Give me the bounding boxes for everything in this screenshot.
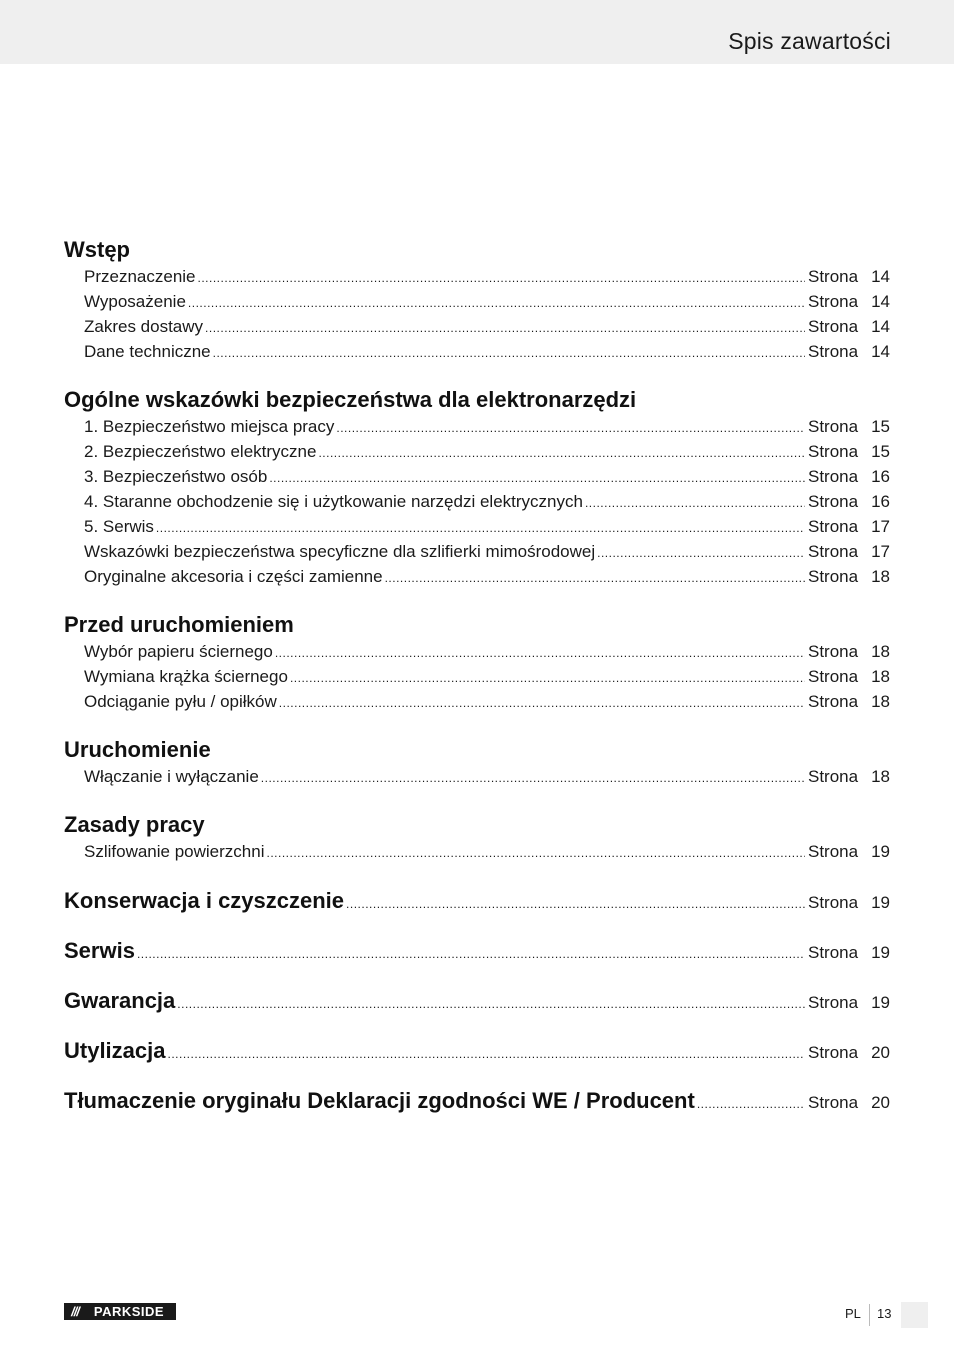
toc-entry-label: 2. Bezpieczeństwo elektryczne xyxy=(84,442,317,461)
toc-top-entry[interactable] xyxy=(64,888,890,913)
toc-entry[interactable] xyxy=(84,642,890,667)
toc-entry[interactable] xyxy=(84,667,890,692)
toc-entry[interactable] xyxy=(84,417,890,442)
toc-top-entry[interactable] xyxy=(64,988,890,1013)
leader-dots xyxy=(156,521,805,535)
leader-dots xyxy=(346,897,805,911)
toc-section-title: Ogólne wskazówki bezpieczeństwa dla elektronarzędzi xyxy=(64,387,637,412)
page-title: Spis zawartości xyxy=(728,28,891,54)
toc-entry-page-number: 18 xyxy=(871,667,890,686)
toc-entry-page-word: Strona xyxy=(808,292,859,311)
toc-entry-page-number: 19 xyxy=(871,842,890,861)
toc-entry-label: 5. Serwis xyxy=(84,517,154,536)
logo-text: PARKSIDE xyxy=(93,1304,165,1319)
toc-entry-page-number: 18 xyxy=(871,767,890,786)
leader-dots xyxy=(205,321,805,335)
leader-dots xyxy=(168,1047,806,1061)
leader-dots xyxy=(137,947,805,961)
toc-entry-page-number: 16 xyxy=(871,492,890,511)
toc-entry-page-number: 14 xyxy=(871,267,890,286)
toc-entry-page-number: 14 xyxy=(871,317,890,336)
leader-dots xyxy=(261,771,805,785)
toc-entry[interactable] xyxy=(84,692,890,717)
leader-dots xyxy=(177,997,805,1011)
toc-entry-page-number: 19 xyxy=(871,943,890,962)
toc-entry[interactable] xyxy=(84,492,890,517)
leader-dots xyxy=(279,696,805,710)
toc-entry-page-number: 18 xyxy=(871,567,890,586)
toc-section-title: Przed uruchomieniem xyxy=(64,612,294,637)
toc-entry[interactable] xyxy=(84,542,890,567)
leader-dots xyxy=(198,271,805,285)
toc-entry-page-word: Strona xyxy=(808,267,859,286)
toc-entry-label: Przeznaczenie xyxy=(84,267,196,286)
leader-dots xyxy=(697,1097,805,1111)
toc-entry-page-word: Strona xyxy=(808,467,859,486)
toc-entry[interactable] xyxy=(84,842,890,867)
toc-entry-page-word: Strona xyxy=(808,767,859,786)
toc-entry-page-number: 17 xyxy=(871,517,890,536)
leader-dots xyxy=(188,296,805,310)
toc-entry-page-number: 14 xyxy=(871,292,890,311)
toc-entry[interactable] xyxy=(84,292,890,317)
toc-entry[interactable] xyxy=(84,567,890,592)
page-number: 13 xyxy=(877,1306,892,1321)
toc-entry-label: Wymiana krążka ściernego xyxy=(84,667,288,686)
toc-entry-label: Odciąganie pyłu / opiłków xyxy=(84,692,277,711)
leader-dots xyxy=(336,421,805,435)
toc-entry-page-word: Strona xyxy=(808,542,859,561)
toc-entry-page-word: Strona xyxy=(808,667,859,686)
toc-section-title: Wstęp xyxy=(64,237,130,262)
toc-entry-page-word: Strona xyxy=(808,943,859,962)
toc-entry-page-word: Strona xyxy=(808,342,859,361)
leader-dots xyxy=(585,496,805,510)
toc-top-entry[interactable] xyxy=(64,1038,890,1063)
toc-section-title: Zasady pracy xyxy=(64,812,205,837)
toc-entry-page-number: 15 xyxy=(871,417,890,436)
toc-entry[interactable] xyxy=(84,442,890,467)
logo-slashes: /// xyxy=(71,1304,79,1319)
toc-entry-page-number: 19 xyxy=(871,893,890,912)
leader-dots xyxy=(597,546,805,560)
toc-entry-page-word: Strona xyxy=(808,993,859,1012)
toc-entry[interactable] xyxy=(84,342,890,367)
toc-entry-page-number: 18 xyxy=(871,692,890,711)
leader-dots xyxy=(385,571,805,585)
toc-top-entry[interactable] xyxy=(64,938,890,963)
toc-entry-label: Szlifowanie powierzchni xyxy=(84,842,265,861)
toc-entry-page-word: Strona xyxy=(808,642,859,661)
toc-top-entry-label: Konserwacja i czyszczenie xyxy=(64,888,345,913)
toc-entry-label: 4. Staranne obchodzenie się i użytkowanie narzędzi elektrycznych xyxy=(84,492,583,511)
toc-entry-label: Wskazówki bezpieczeństwa specyficzne dla szlifierki mimośrodowej xyxy=(84,542,596,561)
toc-entry-label: Zakres dostawy xyxy=(84,317,204,336)
toc-entry-label: Wybór papieru ściernego xyxy=(84,642,273,661)
toc-entry-page-number: 18 xyxy=(871,642,890,661)
toc-entry-label: Wyposażenie xyxy=(84,292,186,311)
toc-entry-page-word: Strona xyxy=(808,692,859,711)
toc-entry-page-number: 20 xyxy=(871,1043,890,1062)
toc-top-entry-label: Tłumaczenie oryginału Deklaracji zgodności WE / Producent xyxy=(64,1088,695,1113)
toc-entry[interactable] xyxy=(84,267,890,292)
toc-top-entry-label: Serwis xyxy=(64,938,135,963)
footer-box xyxy=(901,1302,928,1328)
leader-dots xyxy=(266,846,805,860)
toc-entry-page-number: 16 xyxy=(871,467,890,486)
toc-entry[interactable] xyxy=(84,517,890,542)
toc-entry-label: 1. Bezpieczeństwo miejsca pracy xyxy=(84,417,335,436)
toc-entry-page-number: 15 xyxy=(871,442,890,461)
toc-entry-page-number: 19 xyxy=(871,993,890,1012)
toc-entry[interactable] xyxy=(84,467,890,492)
toc-entry-page-word: Strona xyxy=(808,492,859,511)
toc-entry-page-word: Strona xyxy=(808,1043,859,1062)
toc-entry[interactable] xyxy=(84,767,890,792)
toc-section-title: Uruchomienie xyxy=(64,737,211,762)
toc-entry-page-number: 17 xyxy=(871,542,890,561)
toc-entry[interactable] xyxy=(84,317,890,342)
toc-top-entry-label: Gwarancja xyxy=(64,988,176,1013)
toc-entry-page-word: Strona xyxy=(808,567,859,586)
toc-entry-page-word: Strona xyxy=(808,317,859,336)
toc-entry-label: Oryginalne akcesoria i części zamienne xyxy=(84,567,383,586)
language-code: PL xyxy=(845,1306,861,1321)
leader-dots xyxy=(269,471,805,485)
toc-top-entry-label: Utylizacja xyxy=(64,1038,166,1063)
toc-top-entry[interactable] xyxy=(64,1088,890,1113)
leader-dots xyxy=(318,446,805,460)
leader-dots xyxy=(213,346,805,360)
footer-divider xyxy=(869,1304,870,1326)
leader-dots xyxy=(275,646,805,660)
toc-entry-page-word: Strona xyxy=(808,517,859,536)
toc-entry-page-word: Strona xyxy=(808,417,859,436)
toc-entry-page-word: Strona xyxy=(808,842,859,861)
toc-entry-label: Włączanie i wyłączanie xyxy=(84,767,259,786)
toc-entry-page-word: Strona xyxy=(808,442,859,461)
toc-entry-page-number: 14 xyxy=(871,342,890,361)
parkside-logo xyxy=(64,1303,176,1320)
toc-entry-page-word: Strona xyxy=(808,893,859,912)
leader-dots xyxy=(290,671,805,685)
toc-entry-label: 3. Bezpieczeństwo osób xyxy=(84,467,268,486)
toc-entry-page-word: Strona xyxy=(808,1093,859,1112)
toc-entry-label: Dane techniczne xyxy=(84,342,211,361)
toc-entry-page-number: 20 xyxy=(871,1093,890,1112)
